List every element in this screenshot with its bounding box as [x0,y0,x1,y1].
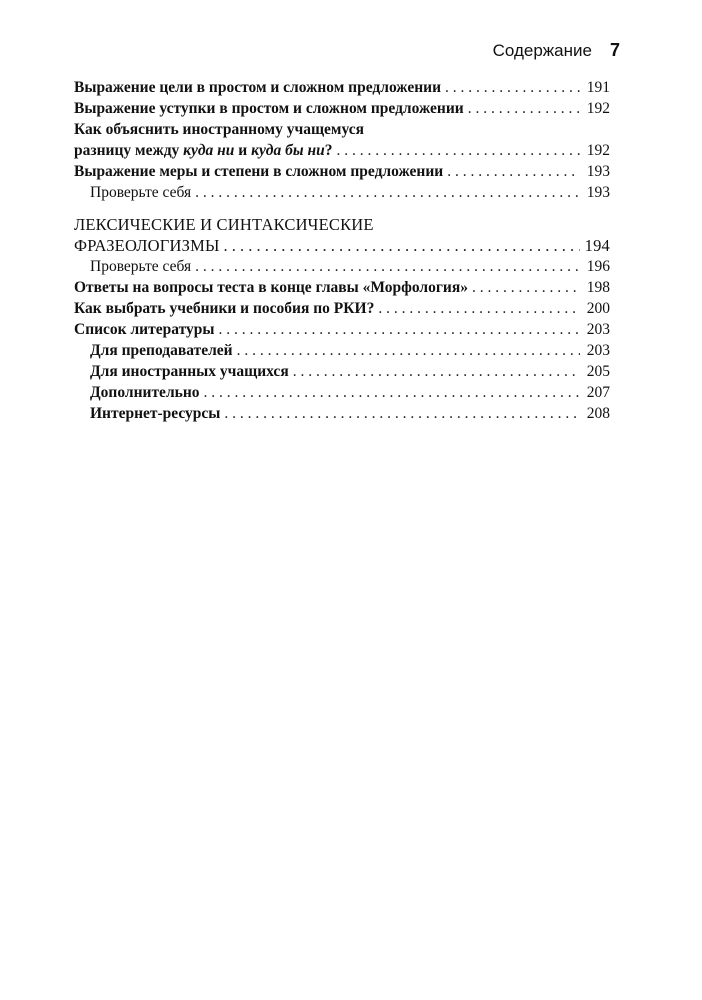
toc-entry-title: Интернет-ресурсы [90,405,221,422]
toc-section-heading: ФРАЗЕОЛОГИЗМЫ [74,236,220,255]
dot-leader [447,161,580,182]
dot-leader [195,256,580,277]
toc-text-part: и [234,142,252,159]
toc-section-heading-continuation[interactable] [74,235,610,256]
toc-entry-title: Выражение цели в простом и сложном предложении [74,79,442,96]
page-number: 7 [609,40,620,60]
toc-entry-title: Список литературы [74,321,215,338]
toc-entry-title: Выражение меры и степени в сложном предложении [74,163,444,180]
toc-entry-title: Для преподавателей [90,342,233,359]
toc-entry-page: 193 [586,163,610,180]
dot-leader [445,77,580,98]
toc-entry-page: 205 [586,363,610,380]
toc-entry[interactable] [74,98,610,119]
running-head [493,40,620,61]
dot-leader [224,235,580,256]
toc-text-part: разницу между [74,142,184,159]
dot-leader [224,403,580,424]
toc-entry-page: 196 [586,258,610,275]
toc-entry[interactable] [74,319,610,340]
toc-entry-page: 200 [586,300,610,317]
running-title: Содержание [492,41,592,60]
toc-entry-title: Для иностранных учащихся [90,363,289,380]
toc-entry-page: 203 [586,321,610,338]
toc-entry-title: Выражение уступки в простом и сложном предложении [74,100,464,117]
dot-leader [472,277,580,298]
toc-entry-page: 194 [584,236,610,255]
toc-entry-page: 193 [586,184,610,201]
dot-leader [468,98,580,119]
toc-entry[interactable] [74,298,610,319]
dot-leader [378,298,580,319]
toc-entry-title: Как выбрать учебники и пособия по РКИ? [74,300,375,317]
table-of-contents [74,77,610,424]
toc-entry-title: Ответы на вопросы теста в конце главы «Морфология» [74,279,468,296]
dot-leader [237,340,580,361]
toc-entry[interactable] [74,361,610,382]
toc-entry-page: 203 [586,342,610,359]
toc-section-heading: ЛЕКСИЧЕСКИЕ И СИНТАКСИЧЕСКИЕ [74,215,374,234]
toc-entry-title [74,140,332,161]
dot-leader [204,382,580,403]
toc-entry-page: 192 [586,100,610,117]
toc-entry-continuation[interactable] [74,140,610,161]
toc-entry-page: 191 [586,79,610,96]
toc-entry-page: 192 [586,142,610,159]
dot-leader [218,319,580,340]
toc-section-heading-first-line[interactable] [74,214,610,235]
dot-leader [293,361,580,382]
toc-entry-title: Дополнительно [90,384,200,401]
toc-entry-title: Проверьте себя [90,184,192,201]
toc-text-part: ? [324,142,333,159]
toc-entry-title: Как объяснить иностранному учащемуся [74,121,365,138]
toc-entry[interactable] [74,161,610,182]
dot-leader [336,140,580,161]
toc-entry-page: 208 [586,405,610,422]
toc-entry-title: Проверьте себя [90,258,192,275]
toc-text-italic: куда бы ни [251,142,325,159]
toc-entry[interactable] [74,403,610,424]
toc-entry-page: 198 [586,279,610,296]
toc-text-italic: куда ни [183,142,235,159]
toc-entry[interactable] [74,340,610,361]
dot-leader [195,182,580,203]
toc-entry[interactable] [74,256,610,277]
toc-entry[interactable] [74,277,610,298]
toc-entry[interactable] [74,382,610,403]
toc-entry[interactable] [74,77,610,98]
toc-entry-page: 207 [586,384,610,401]
toc-entry[interactable] [74,182,610,203]
toc-entry-first-line[interactable] [74,119,610,140]
